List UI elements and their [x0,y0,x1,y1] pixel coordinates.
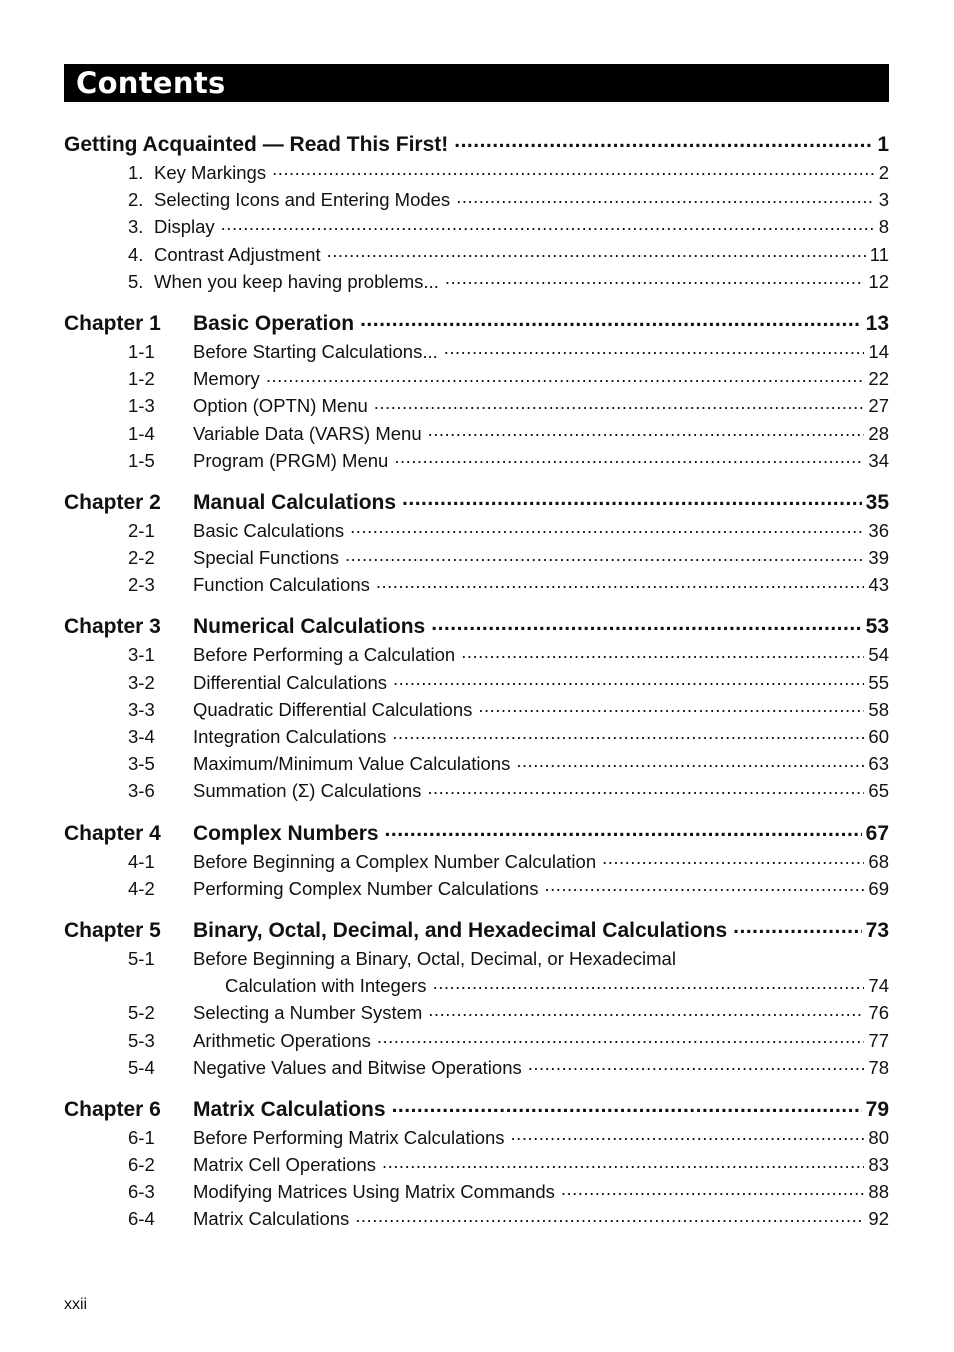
toc-entry-number: 5-2 [128,1002,155,1024]
toc-entry-number: 3-2 [128,671,155,693]
toc-entry[interactable] [64,777,889,804]
toc-entry-title: Basic Calculations [193,519,345,541]
toc-page-number: 83 [868,1154,889,1176]
toc-entry-title: Quadratic Differential Calculations [193,698,473,720]
dot-leader [393,670,864,689]
toc-entry-number: 1. [128,162,144,183]
toc-entry[interactable] [64,999,889,1026]
toc-page-number: 22 [868,368,889,390]
toc-entry-number: 1-3 [128,395,155,417]
toc-heading-title: Matrix Calculations [193,1097,386,1121]
contents-title-bar [64,64,889,102]
dot-leader [350,518,864,537]
dot-leader [733,916,861,937]
toc-entry-number: 2. [128,189,144,211]
chapter-label: Chapter 2 [64,490,161,514]
toc-entry[interactable] [64,186,889,213]
toc-heading-title: Basic Operation [193,311,355,335]
toc-entry-title: Special Functions [193,547,340,569]
dot-leader [360,309,862,330]
dot-leader [402,488,862,509]
toc-entry[interactable] [64,338,889,365]
dot-leader [385,819,862,840]
dot-leader [427,779,864,798]
toc-page-number: 11 [869,243,889,265]
toc-entry-title: Selecting a Number System [193,1002,423,1024]
toc-entry-number: 5. [128,270,144,292]
dot-leader [444,339,865,358]
toc-heading-title: Numerical Calculations [193,615,426,639]
toc-heading-chapter[interactable] [64,309,889,338]
toc-entry[interactable] [64,420,889,447]
toc-entry-title: Before Performing a Calculation [193,644,456,666]
toc-page-number: 67 [865,821,889,845]
toc-entry-title: Modifying Matrices Using Matrix Commands [193,1181,555,1203]
toc-entry-number: 3-3 [128,698,155,720]
toc-page-number: 8 [878,216,889,238]
toc-entry[interactable] [64,1205,889,1232]
toc-page-number: 12 [868,270,889,292]
dot-leader [327,242,866,261]
toc-entry-number: 4-2 [128,877,155,899]
toc-entry-title: Selecting Icons and Entering Modes [154,189,451,211]
toc-entry[interactable] [64,268,889,295]
toc-entry-title: Display [154,216,215,238]
toc-section-chapter [64,916,889,1081]
toc-entry-number: 3-6 [128,780,155,802]
toc-entry-number: 2-2 [128,547,155,569]
dot-leader [428,1001,864,1020]
toc-entry-title: Before Performing Matrix Calculations [193,1126,505,1148]
toc-page-number: 14 [868,340,889,362]
toc-entry-title: Performing Complex Number Calculations [193,877,539,899]
toc-entry-continuation[interactable] [64,972,889,999]
toc-section-chapter [64,488,889,599]
page-title: Contents [76,66,226,100]
chapter-label: Chapter 5 [64,918,161,942]
toc-entry-number: 6-1 [128,1126,155,1148]
page-number-footer: xxii [64,1296,88,1313]
toc-entry-title: Integration Calculations [193,726,387,747]
toc-page-number: 43 [868,574,889,596]
toc-entry[interactable] [64,517,889,544]
toc-entry-title: Program (PRGM) Menu [193,449,389,471]
toc-entry-title: Maximum/Minimum Value Calculations [193,753,511,775]
toc-entry[interactable] [64,848,889,875]
toc-entry-number: 3-4 [128,726,155,747]
dot-leader [394,448,864,467]
toc-page-number: 53 [865,615,889,639]
toc-entry-number: 6-4 [128,1208,155,1230]
toc-entry-title: When you keep having problems... [154,270,439,292]
toc-page-number: 54 [868,644,889,666]
toc-section-intro [64,130,889,295]
dot-leader [528,1055,865,1074]
toc-entry-title: Function Calculations [193,574,370,596]
toc-entry-title: Matrix Calculations [193,1208,350,1230]
dot-leader [445,269,865,288]
table-of-contents [64,130,889,1247]
toc-page-number: 60 [868,726,889,747]
toc-heading-chapter[interactable] [64,488,889,517]
toc-entry-number: 5-1 [128,947,155,969]
dot-leader [392,725,864,744]
toc-entry-number: 5-4 [128,1056,155,1078]
toc-page-number: 35 [865,490,889,514]
dot-leader [374,394,865,413]
dot-leader [454,130,873,151]
toc-entry[interactable] [64,392,889,419]
toc-section-chapter [64,309,889,474]
toc-entry[interactable] [64,213,889,240]
toc-heading-title: Binary, Octal, Decimal, and Hexadecimal Calculations [193,918,728,942]
toc-entry[interactable] [64,159,889,186]
toc-entry-number: 3-5 [128,753,155,775]
toc-page-number: 1 [877,133,889,156]
toc-page-number: 34 [868,449,889,471]
toc-entry-title: Negative Values and Bitwise Operations [193,1056,522,1078]
toc-entry-number: 1-4 [128,422,155,444]
toc-heading-intro[interactable] [64,130,889,159]
toc-entry-title: Option (OPTN) Menu [193,395,368,417]
toc-entry[interactable] [64,723,889,750]
dot-leader [266,367,865,386]
toc-entry[interactable] [64,447,889,474]
toc-entry-title: Matrix Cell Operations [193,1154,377,1176]
toc-entry-title-continued: Calculation with Integers [225,975,427,997]
toc-entry-number: 1-2 [128,368,155,390]
dot-leader [428,421,865,440]
chapter-label: Chapter 1 [64,311,161,335]
toc-entry-number: 6-2 [128,1154,155,1176]
toc-entry-number: 1-1 [128,340,155,362]
toc-page-number: 77 [868,1029,889,1051]
toc-entry-title: Before Starting Calculations... [193,340,438,362]
toc-entry[interactable] [64,875,889,902]
dot-leader [602,849,864,868]
toc-page-number: 92 [868,1208,889,1230]
toc-entry[interactable] [64,669,889,696]
toc-entry[interactable] [64,1151,889,1178]
toc-entry-title: Memory [193,368,260,390]
toc-entry-number: 2-1 [128,519,155,541]
toc-entry[interactable] [64,1178,889,1205]
toc-entry[interactable] [64,1027,889,1054]
dot-leader [433,974,865,993]
toc-entry-title: Differential Calculations [193,671,388,693]
toc-page-number: 63 [868,753,889,775]
toc-entry-number: 5-3 [128,1029,155,1051]
toc-entry-number: 3. [128,216,144,238]
toc-page-number: 55 [868,671,889,693]
toc-heading-title: Getting Acquainted — Read This First! [64,133,449,156]
toc-entry-number: 3-1 [128,644,155,666]
chapter-label: Chapter 4 [64,821,161,845]
toc-heading-title: Complex Numbers [193,821,379,845]
toc-entry[interactable] [64,641,889,668]
toc-entry-title: Variable Data (VARS) Menu [193,422,422,444]
toc-entry[interactable] [64,1124,889,1151]
toc-page-number: 36 [868,519,889,541]
toc-entry-number: 1-5 [128,449,155,471]
toc-section-chapter [64,819,889,902]
toc-entry-title: Summation (Σ) Calculations [193,780,422,802]
toc-heading-title: Manual Calculations [193,490,397,514]
dot-leader [221,215,875,234]
toc-heading-chapter[interactable] [64,819,889,848]
dot-leader [382,1153,864,1172]
toc-entry[interactable] [64,241,889,268]
toc-entry-title: Before Beginning a Complex Number Calculation [193,850,597,872]
toc-entry-title: Before Beginning a Binary, Octal, Decimal, or Hexadecimal [193,947,676,969]
dot-leader [478,697,864,716]
dot-leader [355,1207,864,1226]
toc-entry-title: Contrast Adjustment [154,243,321,265]
dot-leader [376,573,865,592]
toc-page-number: 76 [868,1002,889,1024]
toc-heading-chapter[interactable] [64,1095,889,1124]
chapter-label: Chapter 6 [64,1097,161,1121]
toc-entry-title: Arithmetic Operations [193,1029,371,1051]
toc-heading-chapter[interactable] [64,612,889,641]
toc-page-number: 58 [868,698,889,720]
toc-page-number: 80 [868,1126,889,1148]
toc-entry[interactable] [64,696,889,723]
toc-entry[interactable] [64,544,889,571]
toc-page-number: 3 [878,189,889,211]
dot-leader [377,1028,865,1047]
toc-entry[interactable] [64,1054,889,1081]
toc-page-number: 79 [865,1097,889,1121]
toc-page-number: 39 [868,547,889,569]
dot-leader [511,1125,865,1144]
toc-entry-number: 6-3 [128,1181,155,1203]
toc-entry-number: 2-3 [128,574,155,596]
dot-leader [272,161,875,180]
toc-entry-number: 4. [128,243,144,265]
toc-page-number: 68 [868,850,889,872]
chapter-label: Chapter 3 [64,615,161,639]
toc-entry[interactable] [64,945,889,972]
toc-page-number: 78 [868,1056,889,1078]
dot-leader [561,1180,865,1199]
dot-leader [456,188,875,207]
dot-leader [516,752,864,771]
toc-page-number: 73 [865,918,889,942]
toc-page-number: 69 [868,877,889,899]
toc-page-number: 65 [868,780,889,802]
toc-entry-title: Key Markings [154,162,267,183]
toc-page-number: 88 [868,1181,889,1203]
toc-entry[interactable] [64,571,889,598]
toc-page-number: 2 [878,162,889,183]
dot-leader [431,612,861,633]
toc-page-number: 13 [865,311,889,335]
toc-heading-chapter[interactable] [64,916,889,945]
toc-entry-number: 4-1 [128,850,155,872]
toc-page-number: 28 [868,422,889,444]
toc-section-chapter [64,612,889,804]
toc-entry[interactable] [64,750,889,777]
dot-leader [345,546,864,565]
dot-leader [392,1095,862,1116]
dot-leader [544,876,864,895]
toc-page-number: 27 [868,395,889,417]
toc-page-number: 74 [868,975,889,997]
dot-leader [461,643,864,662]
toc-section-chapter [64,1095,889,1233]
toc-entry[interactable] [64,365,889,392]
